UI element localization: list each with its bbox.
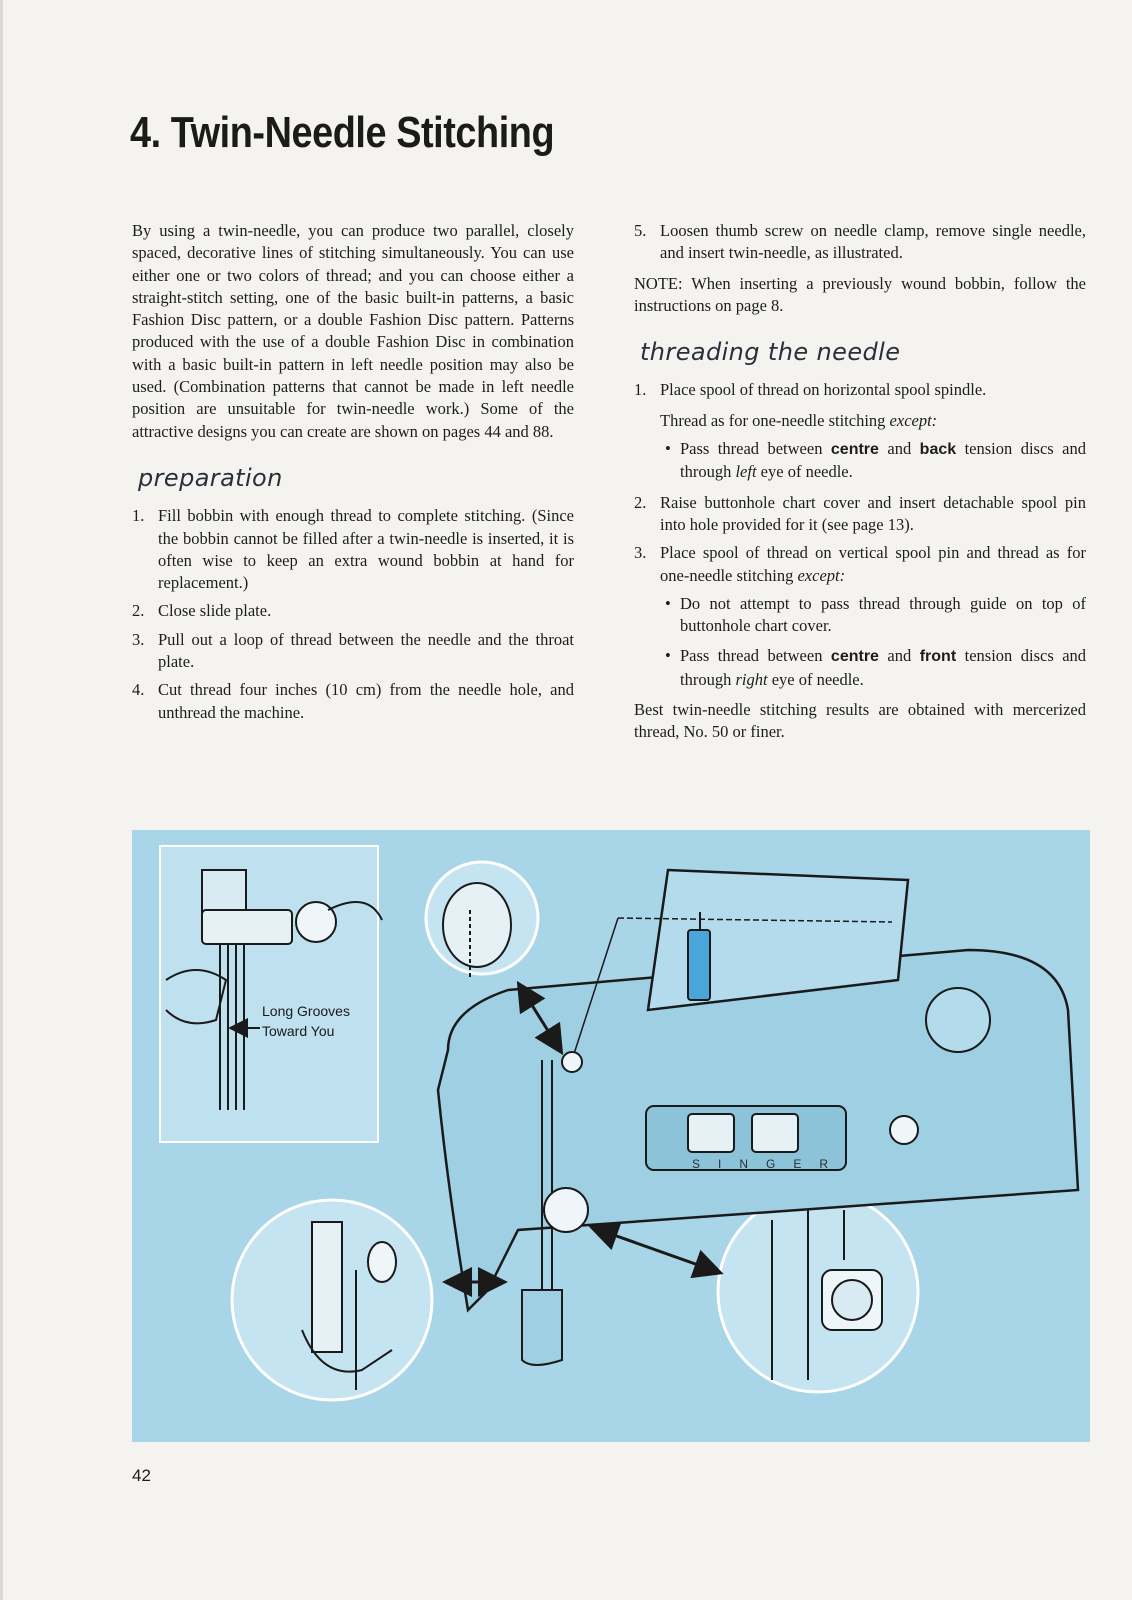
page-number: 42 — [132, 1466, 151, 1485]
inset-label-line1: Long Grooves — [262, 1003, 350, 1019]
thread-guide-inset — [426, 862, 538, 980]
page-title: 4. Twin-Needle Stitching — [130, 108, 555, 157]
list-item: 3. Pull out a loop of thread between the needle and the throat plate. — [132, 629, 574, 672]
left-column — [132, 220, 574, 730]
closing-paragraph: Best twin-needle stitching results are obtained with mercerized thread, No. 50 or finer. — [634, 700, 1086, 742]
illustration-drawing — [132, 830, 1090, 1442]
threading-steps-cont — [634, 492, 1086, 587]
machine-brand: SINGER — [692, 1157, 847, 1171]
preparation-steps — [132, 505, 574, 724]
list-item: 5. Loosen thumb screw on needle clamp, remove single needle, and insert twin-needle, as illustrated. — [634, 221, 1086, 263]
list-item: 2. Raise buttonhole chart cover and insert detachable spool pin into hole provided for it (see page 13). — [634, 492, 1086, 534]
tension-discs-inset — [718, 1192, 918, 1392]
arrow-tension — [594, 1228, 718, 1272]
bullet-item: • Pass thread between centre and back tension discs and through left eye of needle. — [660, 438, 1086, 484]
inset-label-line2: Toward You — [262, 1023, 335, 1039]
threading-steps — [634, 379, 1086, 432]
bullet-item: • Do not attempt to pass thread through guide on top of buttonhole chart cover. — [660, 593, 1086, 638]
step-five-list — [634, 220, 1086, 265]
preparation-heading: preparation — [138, 463, 283, 492]
note-paragraph: NOTE: When inserting a previously wound bobbin, follow the instructions on page 8. — [634, 273, 1086, 315]
list-item: 1. Place spool of thread on horizontal spool spindle. Thread as for one-needle stitching except: — [634, 379, 1086, 432]
threading-heading: threading the needle — [640, 338, 901, 367]
sewing-machine-illustration — [132, 830, 1090, 1442]
threading-subline: Thread as for one-needle stitching except: — [660, 410, 938, 430]
right-column — [634, 220, 1086, 744]
list-item: 1. Fill bobbin with enough thread to complete stitching. (Since the bobbin cannot be filled after a twin-needle is inserted, it is often wise to keep an extra wound bobbin at hand for replacement.) — [132, 506, 574, 593]
list-item: 4. Cut thread four inches (10 cm) from the needle hole, and unthread the machine. — [132, 680, 574, 722]
bullet-item: • Pass thread between centre and front tension discs and through right eye of needle. — [660, 645, 1086, 691]
list-item: 2. Close slide plate. — [132, 601, 272, 621]
intro-paragraph: By using a twin-needle, you can produce two parallel, closely spaced, decorative lines of stitching simultaneously. You can use either one or two colors of thread; and you can choose either a straight-stitch setting, one of the basic built-in patterns, a basic Fashion Disc pattern, or a double Fashion Disc pattern. Patterns produced with the use of a double Fashion Disc in combination with a basic built-in pattern in left needle position may also be used. (Combination patterns that cannot be made in left needle position are unsuitable for twin-needle work.) Some of the attractive designs you can create are shown on pages 44 and 88. — [132, 221, 574, 441]
page-edge — [0, 0, 3, 1600]
needle-clamp-inset — [160, 846, 382, 1142]
needle-bar-inset — [232, 1200, 432, 1400]
list-item: 3. Place spool of thread on vertical spool pin and thread as for one-needle stitching except: — [634, 543, 1086, 585]
